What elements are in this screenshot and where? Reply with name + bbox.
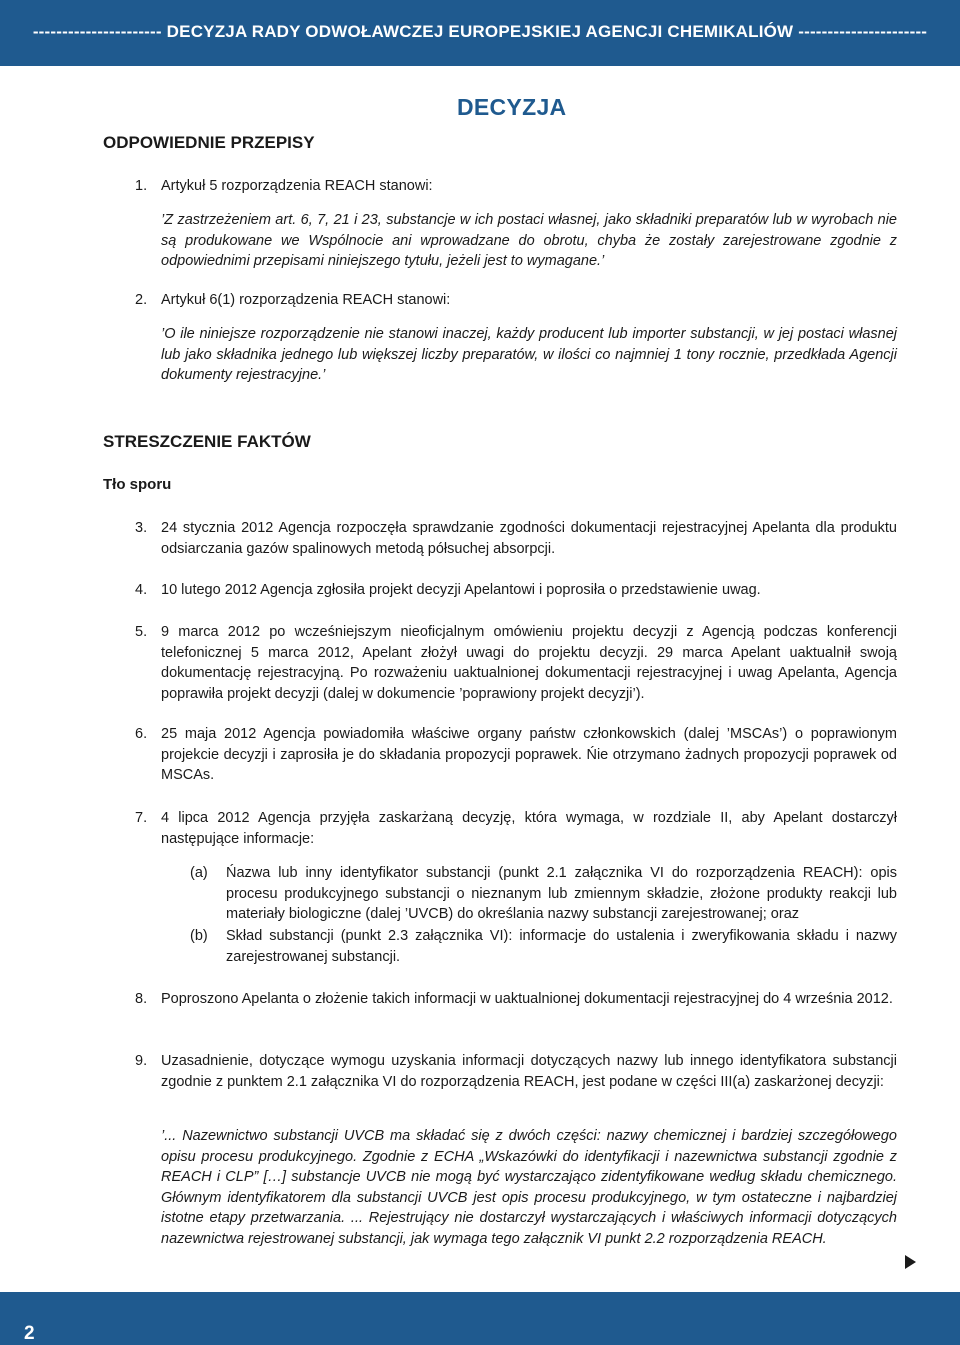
item-6-number: 6. (135, 726, 148, 742)
item-9-text: Uzasadnienie, dotyczące wymogu uzyskania informacji dotyczących nazwy lub innego identyfikatora substancji zgodnie z punktem 2.1 załącznika VI do rozporządzenia REACH, jest podane w części III(a) zaskarżonej decyzji: (161, 1053, 897, 1090)
item-2-number: 2. (135, 292, 148, 308)
item-1-number: 1. (135, 178, 148, 194)
item-8-number: 8. (135, 991, 148, 1007)
footer-bar (0, 1292, 960, 1345)
item-4-text: 10 lutego 2012 Agencja zgłosiła projekt decyzji Apelantowi i poprosiła o przedstawienie uwag. (161, 582, 761, 598)
document-header-title: ---------------------- DECYZJA RADY ODWOŁAWCZEJ EUROPEJSKIEJ AGENCJI CHEMIKALIÓW ---------------------- (32, 22, 928, 41)
item-2-text: Artykuł 6(1) rozporządzenia REACH stanowi: (161, 292, 451, 308)
item-4-number: 4. (135, 582, 148, 598)
section-heading-przepisy: ODPOWIEDNIE PRZEPISY (103, 133, 315, 152)
item-1-text: Artykuł 5 rozporządzenia REACH stanowi: (161, 178, 433, 194)
item-9-number: 9. (135, 1053, 148, 1069)
item-7a-number: (a) (190, 865, 208, 881)
triangle-right-icon (905, 1255, 916, 1269)
item-5-number: 5. (135, 624, 148, 640)
quote-article-6: ’O ile niniejsze rozporządzenie nie stanowi inaczej, każdy producent lub importer substancji, w jej postaci własnej lub jako składnika jednego lub większej liczby preparatów, w ilości co najmniej 1 tony rocznie, przedkłada Agencji dokumenty rejestracyjne.’ (161, 326, 897, 383)
section-heading-streszczenie: STRESZCZENIE FAKTÓW (103, 432, 311, 451)
quote-decision-part-3a: ’... Nazewnictwo substancji UVCB ma składać się z dwóch części: nazwy chemicznej i bardziej szczegółowego opisu procesu produkcyjnego. Zgodnie z ECHA „Wskazówki do identyfikacji i nazewnictwa substancji zgodnie z REACH i CLP” […] substancje UVCB nie mogą być wystarczająco zidentyfikowane według składu chemicznego. Głównym identyfikatorem dla substancji UVCB jest opis procesu produkcyjnego, w tym ostateczne i najbardziej istotne etapy przetwarzania. ... Rejestrujący nie dostarczył wystarczających i właściwych informacji dotyczących nazewnictwa rejestrowanej substancji, jak wymaga tego załącznik VI punkt 2.2 rozporządzenia REACH. (161, 1128, 897, 1247)
item-7b-number: (b) (190, 928, 208, 944)
item-8-text: Poproszono Apelanta o złożenie takich informacji w uaktualnionej dokumentacji rejestracyjnej do 4 września 2012. (161, 991, 893, 1007)
item-7b-text: Skład substancji (punkt 2.3 załącznika VI): informacje do ustalenia i zweryfikowania składu i nazwy zarejestrowanej substancji. (226, 928, 897, 965)
item-5-text: 9 marca 2012 po wcześniejszym nieoficjalnym omówieniu projektu decyzji z Agencją podczas konferencji telefonicznej 5 marca 2012, Apelant złożył uwagi do projektu decyzji. 29 marca Apelant uaktualnił swoją dokumentację rejestracyjną. Po rozważeniu uaktualnionej dokumentacji rejestracyjnej i uwag Apelanta, Agencja poprawiła projekt decyzji (dalej w dokumencie ’poprawiony projekt decyzji’). (161, 624, 897, 702)
item-3-text: 24 stycznia 2012 Agencja rozpoczęła sprawdzanie zgodności dokumentacji rejestracyjnej Apelanta dla produktu odsiarczania gazów spalinowych metodą półsuchej absorpcji. (161, 520, 897, 557)
item-7a-text: Ńazwa lub inny identyfikator substancji (punkt 2.1 załącznika VI do rozporządzenia REACH): opis procesu produkcyjnego substancji o nieznanym lub zmiennym składzie, złożone produkty reakcji lub materiały biologiczne (dalej ’UVCB) do określania nazwy substancji zarejestrowanej; oraz (226, 865, 897, 922)
subheading-tlo-sporu: Tło sporu (103, 476, 172, 493)
item-7-number: 7. (135, 810, 148, 826)
item-3-number: 3. (135, 520, 148, 536)
quote-article-5: ’Z zastrzeżeniem art. 6, 7, 21 i 23, substancje w ich postaci własnej, jako składniki preparatów lub w wyrobach nie są produkowane we Wspólnocie ani wprowadzane do obrotu, chyba że zostały zarejestrowane zgodnie z odpowiednimi przepisami niniejszego tytułu, jeżeli jest to wymagane.’ (161, 212, 897, 269)
page-number: 2 (24, 1323, 35, 1344)
item-7-text: 4 lipca 2012 Agencja przyjęła zaskarżaną decyzję, która wymaga, w rozdziale II, aby Apelant dostarczył następujące informacje: (161, 810, 897, 847)
page-title: DECYZJA (457, 94, 567, 120)
item-6-text: 25 maja 2012 Agencja powiadomiła właściwe organy państw członkowskich (dalej ’MSCAs’) o poprawionym projekcie decyzji i zaprosiła je do składania propozycji poprawek. Ńie otrzymano żadnych propozycji poprawek od MSCAs. (161, 726, 897, 783)
